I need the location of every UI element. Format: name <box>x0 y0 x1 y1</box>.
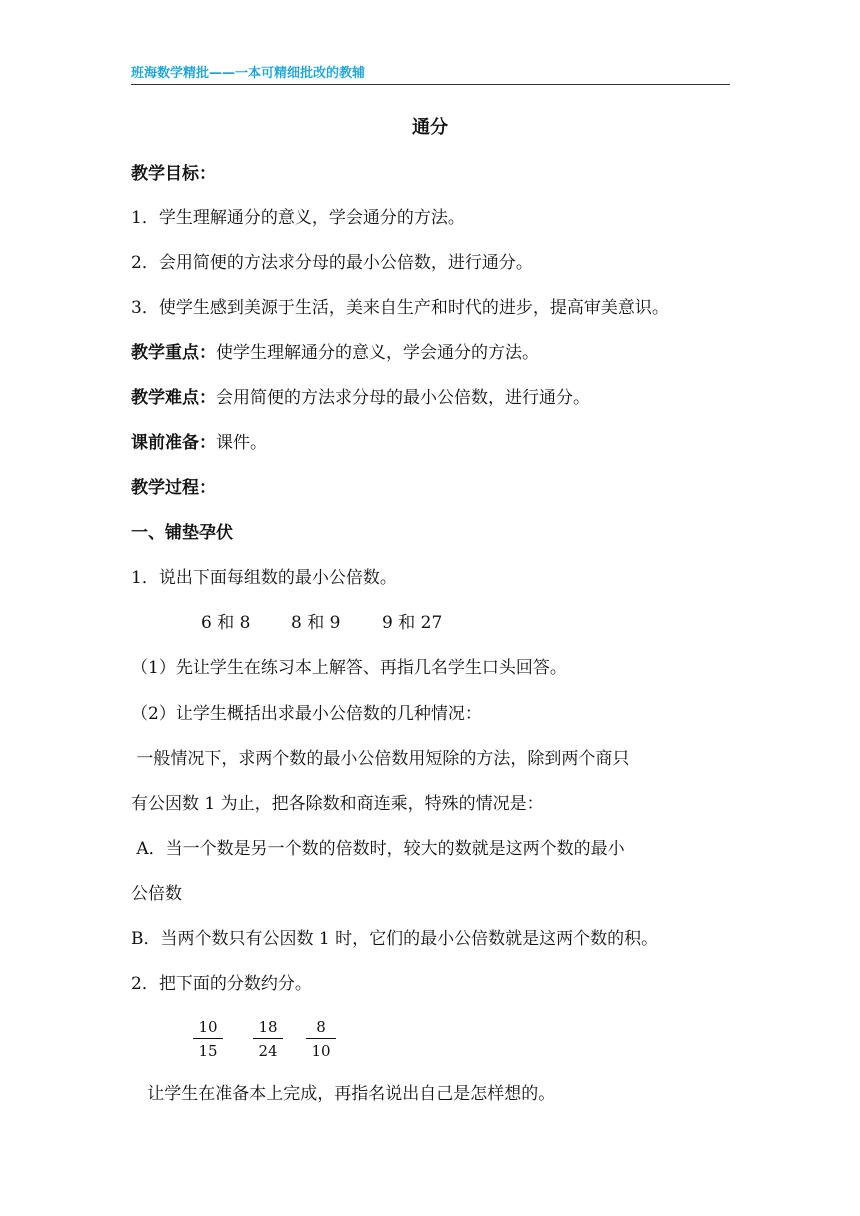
fraction-3-numerator: 8 <box>306 1018 336 1039</box>
step-2: （2）让学生概括出求最小公倍数的几种情况： <box>131 704 482 724</box>
fraction-1-numerator: 10 <box>193 1018 223 1039</box>
header-text: 班海数学精批——一本可精细批改的教辅 <box>131 66 366 81</box>
preparation-label: 课前准备： <box>131 433 216 453</box>
difficulty-row <box>131 386 590 410</box>
preparation-row <box>131 431 267 455</box>
key-point-row <box>131 341 539 365</box>
goal-item-3: 3．使学生感到美源于生活，美来自生产和时代的进步，提高审美意识。 <box>131 298 669 318</box>
process-heading: 教学过程： <box>131 478 216 498</box>
fraction-2 <box>253 1018 283 1060</box>
step-1: （1）先让学生在练习本上解答、再指几名学生口头回答。 <box>131 658 567 678</box>
number-pair-1: 6 和 8 <box>201 613 251 633</box>
case-a-line-2: 公倍数 <box>131 884 182 904</box>
case-a-line-1: A．当一个数是另一个数的倍数时，较大的数就是这两个数的最小 <box>131 839 625 859</box>
question-2: 2．把下面的分数约分。 <box>131 974 312 994</box>
goals-heading: 教学目标： <box>131 164 216 184</box>
case-b: B．当两个数只有公因数 1 时，它们的最小公倍数就是这两个数的积。 <box>131 929 659 949</box>
key-point-text: 使学生理解通分的意义，学会通分的方法。 <box>216 343 539 363</box>
general-case-line-1: 一般情况下，求两个数的最小公倍数用短除的方法，除到两个商只 <box>131 749 630 769</box>
instruction: 让学生在准备本上完成，再指名说出自己是怎样想的。 <box>131 1084 556 1104</box>
fraction-1 <box>193 1018 223 1060</box>
difficulty-label: 教学难点： <box>131 388 216 408</box>
fraction-1-denominator: 15 <box>198 1042 218 1060</box>
fraction-3 <box>306 1018 336 1060</box>
general-case-line-2: 有公因数 1 为止，把各除数和商连乘，特殊的情况是： <box>131 794 544 814</box>
section1-heading: 一、铺垫孕伏 <box>131 523 233 543</box>
fraction-2-numerator: 18 <box>253 1018 283 1039</box>
number-pair-3: 9 和 27 <box>382 613 443 633</box>
goal-item-1: 1．学生理解通分的意义，学会通分的方法。 <box>131 208 465 228</box>
fraction-2-denominator: 24 <box>258 1042 278 1060</box>
fraction-3-denominator: 10 <box>311 1042 331 1060</box>
page-header <box>131 62 730 85</box>
key-point-label: 教学重点： <box>131 343 216 363</box>
difficulty-text: 会用简便的方法求分母的最小公倍数，进行通分。 <box>216 388 590 408</box>
lesson-title: 通分 <box>412 117 448 138</box>
number-pair-2: 8 和 9 <box>291 613 341 633</box>
goal-item-2: 2．会用简便的方法求分母的最小公倍数，进行通分。 <box>131 253 533 273</box>
question-1: 1．说出下面每组数的最小公倍数。 <box>131 568 397 588</box>
preparation-text: 课件。 <box>216 433 267 453</box>
